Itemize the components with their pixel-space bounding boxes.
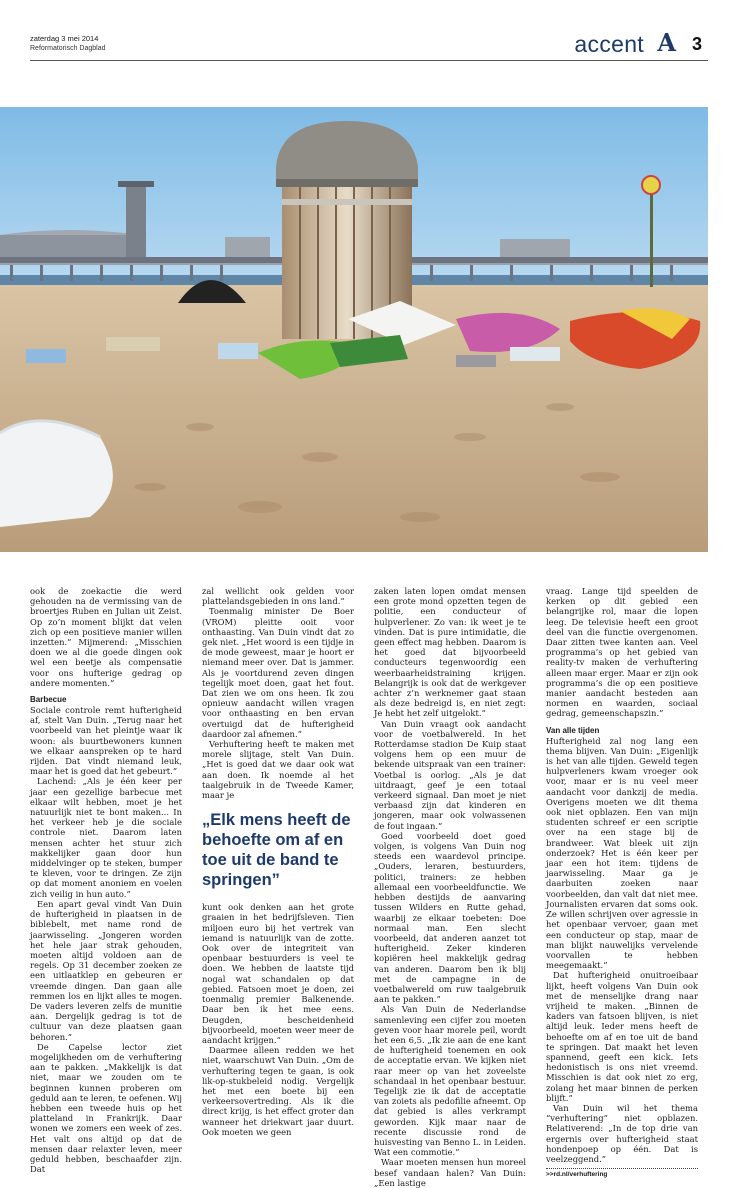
newspaper-name: Reformatorisch Dagblad (30, 45, 106, 52)
issue-date: zaterdag 3 mei 2014 (30, 34, 99, 43)
paragraph: ook de zoekactie die werd gehouden na de vermissing van de broertjes Ruben en Julian uit Zeist. Op zo’n moment blijkt dat velen zich op een positieve manier willen inzetten.” Mijmerend: „Misschien doen we al die goede dingen ook wel een beetje als compensatie voor ons hufterige gedrag op andere momenten.” (30, 586, 182, 688)
paragraph: Verhuftering heeft te maken met morele slijtage, stelt Van Duin. „Het is goed dat we daar ook wat aan doen. Ik noemde al het taalgebruik in de Tweede Kamer, maar je (202, 739, 354, 801)
article-column-3 (374, 586, 526, 1188)
paragraph: De Capelse lector ziet mogelijkheden om de verhuftering aan te pakken. „Makkelijk is dat niet, maar we zouden om te beginnen kunnen proberen om geduld aan te leren, te oefenen. Wij hebben een tweede huis op het platteland in Frankrijk. Daar wonen we zomers een week of zes. Het valt ons altijd op dat de mensen daar relaxter leven, meer geduld hebben, beschaafder zijn. Dat (30, 1041, 182, 1175)
paragraph: Hufterigheid zal nog lang een thema blijven. Van Duin: „Eigenlijk is het van alle tijden. Geweld tegen hulpverleners kwam vroeger ook voor, maar er is nu veel meer aandacht voor dankzij de media. Overigens moeten we dit thema ook niet opblazen. Een van mijn studenten schreef er een scriptie over na een stage bij de brandweer. Wat bleek uit zijn onderzoek? Het is één keer per jaar een hot item: tijdens de jaarwisseling. Maar ga je daarbuiten zoeken naar voorbeelden, dan valt dat niet mee. Journalisten ervaren dat soms ook. Ze willen schrijven over agressie in het openbaar vervoer, gaan met een conducteur op stap, maar de man blijkt nauwelijks vervelende voorvallen te hebben meegemaakt.” (546, 735, 698, 971)
paragraph: Een apart geval vindt Van Duin de hufterigheid in plaatsen in de biblebelt, met name rond de jaarwisseling. „Jongeren worden het hele jaar strak gehouden, moeten altijd voldoen aan de regels. Op 31 december zoeken ze een uitlaatklep en gebeuren er vreemde dingen. Dan gaan alle remmen los en lijkt alles te mogen. De vaders leveren zelfs de munitie aan. Dergelijk gedrag is tot de cultuur van deze plaatsen gaan behoren.” (30, 898, 182, 1042)
web-link[interactable]: >>rd.nl/verhuftering (546, 1168, 698, 1179)
subheading: Van alle tijden (546, 725, 600, 735)
article-column-1 (30, 586, 182, 1174)
paragraph: vraag. Lange tijd speelden de kerken op dit gebied een belangrijke rol, maar die lopen leeg. De televisie heeft een groot deel van die functie overgenomen. Daar zitten twee kanten aan. Veel programma’s op het gebied van reality-tv maken de verhuftering alleen maar erger. Maar er zijn ook programma’s die op een positieve manier aandacht besteden aan normen en waarden, sociaal gedrag, gemeenschapszin.” (546, 586, 698, 719)
section-title: accent (574, 31, 644, 57)
paragraph: Van Duin vraagt ook aandacht voor de voetbalwereld. In het Rotterdamse stadion De Kuip staat volgens hem op een muur de bekende uitspraak van een trainer: Voetbal is oorlog. „Als je dat uitdraagt, geef je een totaal verkeerd signaal. Dan moet je niet verbaasd zijn dat kinderen en jongeren, maar ook volwassenen de fout ingaan.” (374, 718, 526, 831)
paragraph: zal wellicht ook gelden voor plattelandsgebieden in ons land.” (202, 586, 354, 607)
paragraph: Sociale controle remt hufterigheid af, stelt Van Duin. „Terug naar het voorbeeld van het pleintje waar ik woon: als buurtbewoners kunnen we elkaar aanspreken op te hard rijden. Dat vindt niemand leuk, maar het is goed dat het gebeurt.” (30, 705, 182, 777)
page-number: 3 (691, 34, 702, 54)
paragraph: Daarmee alleen redden we het niet, waarschuwt Van Duin. „Om de verhuftering tegen te gaan, is ook lik-op-stukbeleid nodig. Vergelijk het met een boete bij een verkeersovertreding. Als ik die direct krijg, is het effect groter dan wanneer het driekwart jaar duurt. Ook moeten we geen (202, 1045, 354, 1137)
pull-quote: „Elk mens heeft de behoefte om af en toe uit de band te springen” (202, 811, 351, 890)
article-column-2 (202, 586, 354, 1137)
subheading: Barbecue (30, 695, 67, 705)
paragraph: Goed voorbeeld doet goed volgen, is volgens Van Duin nog steeds een waardevol principe. „Ouders, leraren, bestuurders, politici, trainers: ze hebben allemaal een voorbeeldfunctie. We hebben destijds de aanvaring tussen Wilders en Rutte gehad, waarbij ze elkaar toebeten: Doe normaal man. Een slecht voorbeeld, dat anderen aanzet tot hufterigheid. Zeker kinderen kopiëren heel makkelijk gedrag van anderen. Daarom ben ik blij met de campagne in de voetbalwereld om ruw taalgebruik aan te pakken.” (374, 830, 526, 1005)
paragraph: Van Duin wil het thema “verhuftering” niet opblazen. Relativerend: „In de top drie van ergernis over hufterigheid staat hondenpoep op één. Dat is veelzeggend.” (546, 1102, 698, 1164)
paragraph: Lachend: „Als je één keer per jaar een gezellige barbecue met elkaar wilt hebben, moet je het natuurlijk niet te bont maken... In het verkeer heb je die sociale controle niet. Daarom laten mensen achter het stuur zich makkelijker gaan door hun middelvinger op te steken, bumper te kleven, voor te dringen. Ze zijn op dat moment anoniem en voelen zich veilig in hun auto.” (30, 776, 182, 899)
section-logo: A (657, 28, 676, 57)
photo-illustration (0, 107, 708, 552)
article-column-4 (546, 586, 698, 1179)
paragraph: Toenmalig minister De Boer (VROM) pleitte ooit voor onthaasting. Van Duin vindt dat zo gek niet. „Het woord is een tijdje in de mode geweest, maar je hoort er niemand meer over. Dat is jammer. Als je voortdurend zeven dingen tegelijk moet doen, gaat het fout. Dat zien we om ons heen. Ik zou opnieuw aandacht willen vragen voor onthaasting en ben ervan overtuigd dat de hufterigheid daardoor zal afnemen.” (202, 606, 354, 739)
page-header (30, 30, 708, 61)
paragraph: zaken laten lopen omdat mensen een grote mond opzetten tegen de politie, een conducteur of hulpverlener. Zo van: ik weet je te vinden. Dat is pure intimidatie, die geen effect mag hebben. Daarom is het goed dat bijvoorbeeld conducteurs tegenwoordig een weerbaarheidstraining krijgen. Belangrijk is ook dat de werkgever achter z’n werknemer gaat staan als deze bedreigd is, en niet zegt: Je hebt het zelf uitgelokt.” (374, 586, 526, 719)
paragraph: Waar moeten mensen hun moreel besef vandaan halen? Van Duin: „Een lastige (374, 1157, 526, 1188)
beach-litter-photo (0, 107, 708, 552)
paragraph: Dat hufterigheid onuitroeibaar lijkt, heeft volgens Van Duin ook met de menselijke drang naar vrijheid te maken. „Binnen de kaders van fatsoen blijven, is niet altijd leuk. Ieder mens heeft de behoefte om af en toe uit de band te springen. Dat maakt het leven spannend, geeft een kick. Iets hedonistisch is ons niet vreemd. Misschien is dat ook niet zo erg, zolang het maar binnen de perken blijft.” (546, 970, 698, 1103)
paragraph: kunt ook denken aan het grote graaien in het bedrijfsleven. Tien miljoen euro bij het vertrek van iemand is natuurlijk van de zotte. Ook over de integriteit van openbaar bestuurders is veel te doen. We hebben de laatste tijd nogal wat schandalen op dat gebied. Fatsoen moet je doen, zei toenmalig premier Balkenende. Daar ben ik het mee eens. Deugden, bescheidenheid bijvoorbeeld, moeten weer meer de aandacht krijgen.” (202, 902, 354, 1045)
paragraph: Als Van Duin de Nederlandse samenleving een cijfer zou moeten geven voor haar morele peil, wordt het een 6,5. „Ik zie aan de ene kant de hufterigheid toenemen en ook de acceptatie ervan. We kijken niet raar meer op van het zoveelste schandaal in het openbaar bestuur. Tegelijk zie ik dat de acceptatie van zoiets als pedofilie afneemt. Op dat gebied is alles verkrampt geworden. Kijk maar naar de recente discussie rond de huisvesting van Benno L. in Leiden. Wat een commotie.” (374, 1004, 526, 1158)
